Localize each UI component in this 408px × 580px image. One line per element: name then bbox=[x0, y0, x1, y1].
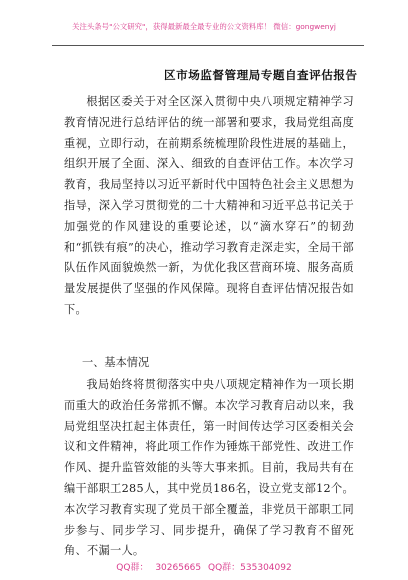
footer-contact: QQ群： 30265665 QQ群：535304092 bbox=[116, 563, 292, 573]
header-divider bbox=[52, 45, 364, 46]
document-title: 区市场监督管理局专题自查评估报告 bbox=[164, 68, 358, 82]
basic-info-paragraph: 我局始终将贯彻落实中央八项规定精神作为一项长期而重大的政治任务常抓不懈。本次学习教育启动以来，我局党组坚决扛起主体责任，第一时间传达学习区委相关会议和文件精神，将此项工作作为锤炼干部党性、改进工作作风、提升监管效能的头等大事来抓。目前，我局共有在编干部职工285人，其中党员186名，设立党支部12个。本次学习教育实现了党员干部全覆盖，非党员干部职工同步参与、同步学习、同步提升，确保了学习教育不留死角、不漏一人。 bbox=[64, 378, 354, 558]
section-heading: 一、基本情况 bbox=[82, 356, 150, 369]
intro-paragraph: 根据区委关于对全区深入贯彻中央八项规定精神学习教育情况进行总结评估的统一部署和要求，我局党组高度重视，立即行动，在前期系统梳理阶段性进展的基础上，组织开展了全面、深入、细致的自查评估工作。本次学习教育，我局坚持以习近平新时代中国特色社会主义思想为指导，深入学习贯彻党的二十大精神和习近平总书记关于加强党的作风建设的重要论述，以“滴水穿石”的韧劲和“抓铁有痕”的决心，推动学习教育走深走实，全局干部队伍作风面貌焕然一新，为优化我区营商环境、服务高质量发展提供了坚强的作风保障。现将自查评估情况报告如下。 bbox=[64, 95, 354, 316]
header-banner: 关注头条号"公文研究"，获得最新最全最专业的公文资料库！ 微信：gongwenyj bbox=[72, 22, 336, 31]
